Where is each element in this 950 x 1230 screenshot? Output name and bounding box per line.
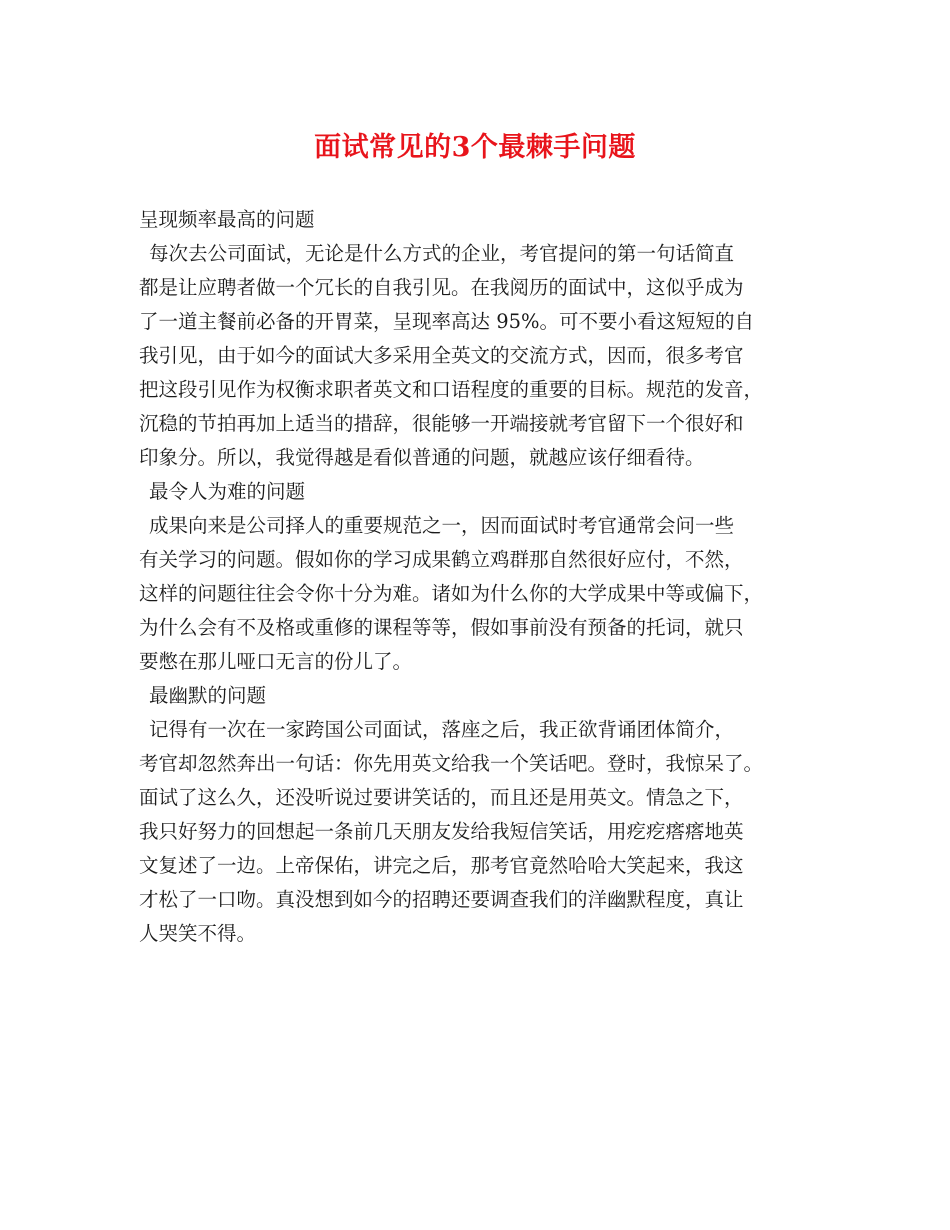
text-line: 文复述了一边。上帝保佑，讲完之后，那考官竟然哈哈大笑起来，我这 [139, 854, 744, 877]
text-line: 我引见，由于如今的面试大多采用全英文的交流方式，因而，很多考官 [139, 344, 744, 367]
text-line: 面试了这么久，还没听说过要讲笑话的，而且还是用英文。情急之下， [139, 786, 744, 809]
text-line: 成果向来是公司择人的重要规范之一，因而面试时考官通常会问一些 [149, 514, 735, 537]
text-line: 我只好努力的回想起一条前几天朋友发给我短信笑话，用疙疙瘩瘩地英 [139, 820, 744, 843]
text-line: 人哭笑不得。 [139, 922, 257, 945]
text-line: 这样的问题往往会令你十分为难。诸如为什么你的大学成果中等或偏下， [139, 582, 764, 605]
text-line: 每次去公司面试，无论是什么方式的企业，考官提问的第一句话简直 [149, 242, 735, 265]
text-line: 最幽默的问题 [149, 684, 267, 707]
text-line: 都是让应聘者做一个冗长的自我引见。在我阅历的面试中，这似乎成为 [139, 276, 744, 299]
text-line: 把这段引见作为权衡求职者英文和口语程度的重要的目标。规范的发音， [139, 378, 764, 401]
document-title: 面试常见的3个最棘手问题 [314, 132, 636, 163]
text-line: 印象分。所以，我觉得越是看似普通的问题，就越应该仔细看待。 [139, 446, 705, 469]
text-line: 有关学习的问题。假如你的学习成果鹤立鸡群那自然很好应付，不然， [139, 548, 744, 571]
text-line: 才松了一口吻。真没想到如今的招聘还要调查我们的洋幽默程度，真让 [139, 888, 744, 911]
text-line: 了一道主餐前必备的开胃菜，呈现率高达 95%。可不要小看这短短的自 [139, 310, 755, 333]
text-line: 沉稳的节拍再加上适当的措辞，很能够一开端接就考官留下一个很好和 [139, 412, 744, 435]
text-line: 要憋在那儿哑口无言的份儿了。 [139, 650, 413, 673]
text-line: 为什么会有不及格或重修的课程等等，假如事前没有预备的托词，就只 [139, 616, 744, 639]
text-line: 记得有一次在一家跨国公司面试，落座之后，我正欲背诵团体简介， [149, 718, 735, 741]
text-line: 考官却忽然奔出一句话：你先用英文给我一个笑话吧。登时，我惊呆了。 [139, 752, 764, 775]
document-body [139, 203, 824, 951]
text-line: 最令人为难的问题 [149, 480, 306, 503]
text-line: 呈现频率最高的问题 [139, 208, 315, 231]
